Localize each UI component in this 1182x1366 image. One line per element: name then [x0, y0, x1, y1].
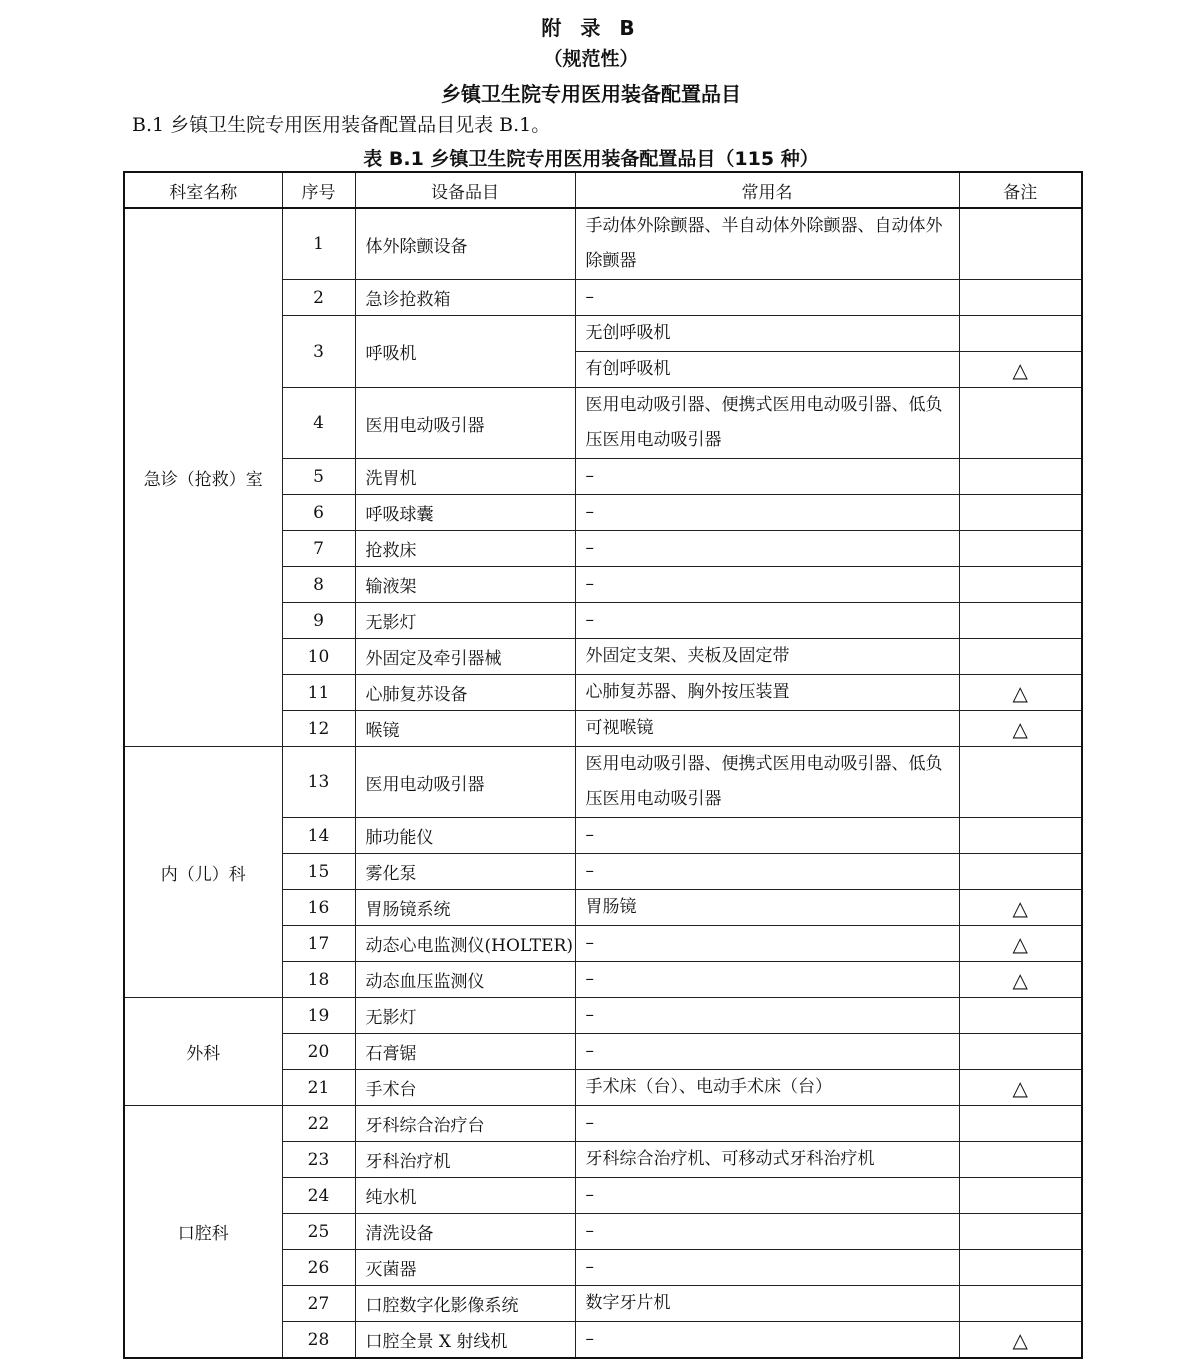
appendix-heading: 附 录 B: [541, 16, 641, 40]
item-number-cell: 22: [282, 1106, 355, 1142]
equipment-name-cell: 石膏锯: [355, 1034, 575, 1070]
table-row: [124, 747, 1082, 818]
item-number-cell: 14: [282, 818, 355, 854]
remark-cell: [959, 1178, 1082, 1214]
remark-cell: △: [959, 711, 1082, 747]
common-name-cell: –: [575, 962, 959, 998]
remark-cell: [959, 1106, 1082, 1142]
column-header-equipment: 设备品目: [355, 172, 575, 208]
equipment-name-cell: 喉镜: [355, 711, 575, 747]
equipment-name-cell: 洗胃机: [355, 459, 575, 495]
item-number-cell: 11: [282, 675, 355, 711]
item-number-cell: 24: [282, 1178, 355, 1214]
remark-cell: [959, 316, 1082, 352]
equipment-name-cell: 呼吸机: [355, 316, 575, 388]
equipment-name-cell: 无影灯: [355, 998, 575, 1034]
remark-cell: [959, 747, 1082, 818]
table-row: [124, 1106, 1082, 1142]
item-number-cell: 3: [282, 316, 355, 388]
item-number-cell: 12: [282, 711, 355, 747]
common-name-cell: –: [575, 1214, 959, 1250]
common-name-cell: 手动体外除颤器、半自动体外除颤器、自动体外除颤器: [575, 208, 959, 280]
equipment-name-cell: 胃肠镜系统: [355, 890, 575, 926]
common-name-cell: –: [575, 998, 959, 1034]
table-body: [124, 208, 1082, 1358]
remark-cell: [959, 1250, 1082, 1286]
remark-cell: [959, 1286, 1082, 1322]
column-header-number: 序号: [282, 172, 355, 208]
remark-cell: [959, 1142, 1082, 1178]
remark-cell: △: [959, 1322, 1082, 1359]
equipment-name-cell: 抢救床: [355, 531, 575, 567]
remark-cell: [959, 639, 1082, 675]
department-cell: 外科: [124, 998, 282, 1106]
common-name-cell: 心肺复苏器、胸外按压装置: [575, 675, 959, 711]
equipment-name-cell: 无影灯: [355, 603, 575, 639]
item-number-cell: 16: [282, 890, 355, 926]
column-header-remarks: 备注: [959, 172, 1082, 208]
common-name-cell: –: [575, 1034, 959, 1070]
common-name-cell: –: [575, 1322, 959, 1359]
remark-cell: △: [959, 962, 1082, 998]
remark-cell: [959, 998, 1082, 1034]
common-name-cell: –: [575, 531, 959, 567]
item-number-cell: 17: [282, 926, 355, 962]
item-number-cell: 1: [282, 208, 355, 280]
remark-cell: [959, 1034, 1082, 1070]
common-name-cell: –: [575, 495, 959, 531]
equipment-name-cell: 肺功能仪: [355, 818, 575, 854]
table-header-row: [124, 172, 1082, 208]
common-name-cell: 数字牙片机: [575, 1286, 959, 1322]
normative-label: （规范性）: [543, 48, 639, 70]
remark-cell: [959, 495, 1082, 531]
equipment-name-cell: 动态血压监测仪: [355, 962, 575, 998]
equipment-name-cell: 动态心电监测仪(HOLTER): [355, 926, 575, 962]
common-name-cell: 手术床（台）、电动手术床（台）: [575, 1070, 959, 1106]
remark-cell: [959, 818, 1082, 854]
item-number-cell: 7: [282, 531, 355, 567]
appendix-title: 乡镇卫生院专用医用装备配置品目: [441, 82, 741, 106]
item-number-cell: 18: [282, 962, 355, 998]
equipment-name-cell: 牙科综合治疗台: [355, 1106, 575, 1142]
item-number-cell: 4: [282, 388, 355, 459]
item-number-cell: 6: [282, 495, 355, 531]
remark-cell: [959, 280, 1082, 316]
common-name-cell: 可视喉镜: [575, 711, 959, 747]
table-row: [124, 208, 1082, 280]
item-number-cell: 21: [282, 1070, 355, 1106]
department-cell: 内（儿）科: [124, 747, 282, 998]
remark-cell: △: [959, 1070, 1082, 1106]
common-name-cell: 无创呼吸机: [575, 316, 959, 352]
common-name-cell: –: [575, 1250, 959, 1286]
remark-cell: [959, 1214, 1082, 1250]
remark-cell: △: [959, 890, 1082, 926]
common-name-cell: –: [575, 603, 959, 639]
column-header-department: 科室名称: [124, 172, 282, 208]
equipment-name-cell: 雾化泵: [355, 854, 575, 890]
item-number-cell: 19: [282, 998, 355, 1034]
department-cell: 口腔科: [124, 1106, 282, 1359]
item-number-cell: 25: [282, 1214, 355, 1250]
item-number-cell: 10: [282, 639, 355, 675]
equipment-name-cell: 医用电动吸引器: [355, 388, 575, 459]
item-number-cell: 23: [282, 1142, 355, 1178]
item-number-cell: 2: [282, 280, 355, 316]
common-name-cell: 有创呼吸机: [575, 352, 959, 388]
equipment-name-cell: 心肺复苏设备: [355, 675, 575, 711]
remark-cell: △: [959, 926, 1082, 962]
equipment-name-cell: 输液架: [355, 567, 575, 603]
equipment-name-cell: 呼吸球囊: [355, 495, 575, 531]
remark-cell: [959, 854, 1082, 890]
common-name-cell: –: [575, 567, 959, 603]
equipment-name-cell: 医用电动吸引器: [355, 747, 575, 818]
remark-cell: [959, 388, 1082, 459]
remark-cell: [959, 603, 1082, 639]
table-caption: 表 B.1 乡镇卫生院专用医用装备配置品目（115 种）: [363, 148, 819, 170]
equipment-name-cell: 清洗设备: [355, 1214, 575, 1250]
intro-text: B.1 乡镇卫生院专用医用装备配置品目见表 B.1。: [132, 114, 551, 136]
equipment-name-cell: 牙科治疗机: [355, 1142, 575, 1178]
equipment-name-cell: 急诊抢救箱: [355, 280, 575, 316]
common-name-cell: –: [575, 459, 959, 495]
common-name-cell: 医用电动吸引器、便携式医用电动吸引器、低负压医用电动吸引器: [575, 388, 959, 459]
common-name-cell: –: [575, 1106, 959, 1142]
common-name-cell: –: [575, 818, 959, 854]
common-name-cell: –: [575, 1178, 959, 1214]
common-name-cell: –: [575, 854, 959, 890]
item-number-cell: 26: [282, 1250, 355, 1286]
equipment-name-cell: 灭菌器: [355, 1250, 575, 1286]
remark-cell: [959, 531, 1082, 567]
column-header-common-name: 常用名: [575, 172, 959, 208]
department-cell: 急诊（抢救）室: [124, 208, 282, 747]
remark-cell: [959, 567, 1082, 603]
item-number-cell: 15: [282, 854, 355, 890]
equipment-name-cell: 纯水机: [355, 1178, 575, 1214]
table-row: [124, 998, 1082, 1034]
common-name-cell: 外固定支架、夹板及固定带: [575, 639, 959, 675]
item-number-cell: 28: [282, 1322, 355, 1359]
remark-cell: △: [959, 675, 1082, 711]
common-name-cell: 医用电动吸引器、便携式医用电动吸引器、低负压医用电动吸引器: [575, 747, 959, 818]
remark-cell: △: [959, 352, 1082, 388]
equipment-name-cell: 外固定及牵引器械: [355, 639, 575, 675]
common-name-cell: 牙科综合治疗机、可移动式牙科治疗机: [575, 1142, 959, 1178]
item-number-cell: 20: [282, 1034, 355, 1070]
remark-cell: [959, 459, 1082, 495]
equipment-name-cell: 口腔全景 X 射线机: [355, 1322, 575, 1359]
item-number-cell: 27: [282, 1286, 355, 1322]
common-name-cell: 胃肠镜: [575, 890, 959, 926]
item-number-cell: 8: [282, 567, 355, 603]
equipment-name-cell: 口腔数字化影像系统: [355, 1286, 575, 1322]
common-name-cell: –: [575, 280, 959, 316]
equipment-name-cell: 手术台: [355, 1070, 575, 1106]
equipment-table: [123, 171, 1083, 1359]
common-name-cell: –: [575, 926, 959, 962]
item-number-cell: 9: [282, 603, 355, 639]
remark-cell: [959, 208, 1082, 280]
item-number-cell: 13: [282, 747, 355, 818]
item-number-cell: 5: [282, 459, 355, 495]
equipment-name-cell: 体外除颤设备: [355, 208, 575, 280]
